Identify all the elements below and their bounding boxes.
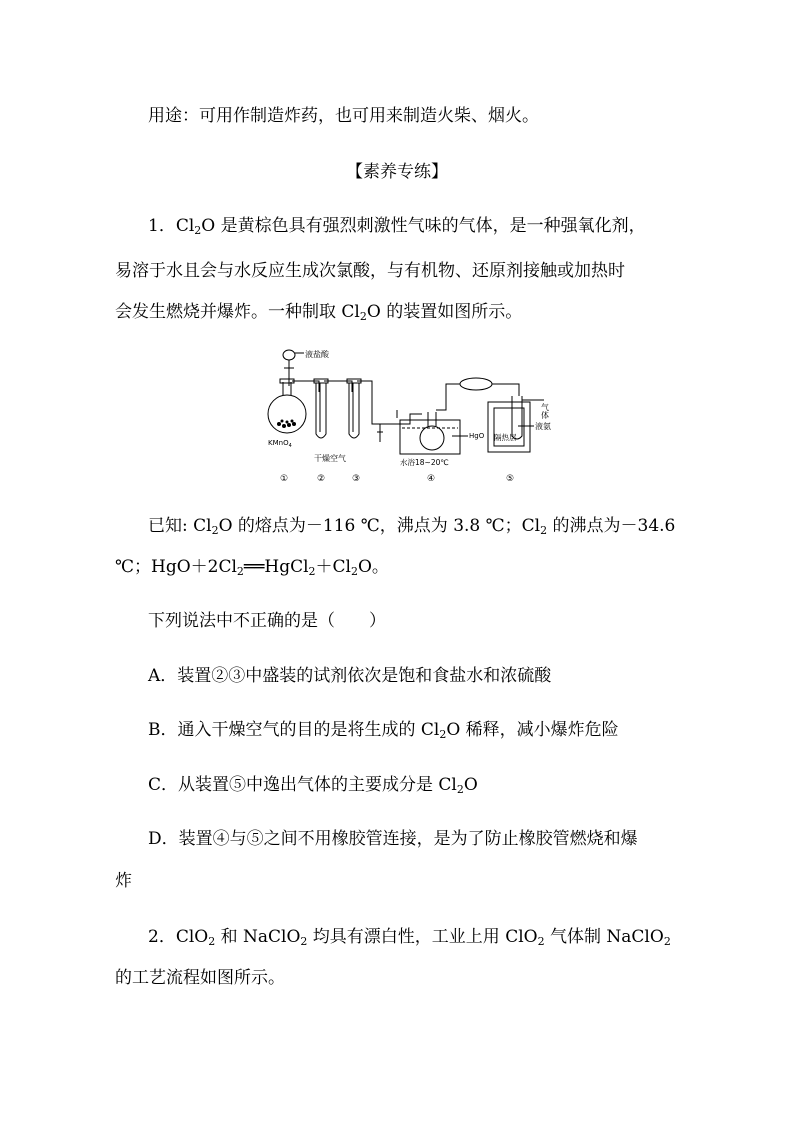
balloon-icon [460, 378, 492, 390]
q1-line-2: 易溶于水且会与水反应生成次氯酸，与有机物、还原剂接触或加热时 [115, 261, 625, 281]
q1-line-3: 会发生燃烧并爆炸。一种制取 $Cl_2O$ 的装置如图所示。 [115, 302, 523, 323]
label-gas: 气体 [540, 403, 550, 419]
label-num-3: ③ [352, 474, 361, 484]
q2-line-2: 的工艺流程如图所示。 [115, 968, 285, 988]
use-paragraph: 用途：可用作制造炸药，也可用来制造火柴、烟火。 [148, 106, 539, 126]
known-line-2: ℃；$HgO+2Cl_2══HgCl_2+Cl_2O$。 [115, 557, 389, 578]
tube-3-icon [349, 383, 359, 438]
label-num-2: ② [317, 474, 326, 484]
funnel-icon [283, 350, 295, 360]
section-heading: 【素养专练】 [346, 162, 448, 182]
known-line-1: 已知: $Cl_2O$ 的熔点为－116 ℃，沸点为 3.8 ℃；$Cl_2$ 的沸点为－34.6 [148, 516, 676, 537]
flask-1-icon [268, 395, 306, 433]
apparatus-diagram [262, 344, 562, 484]
option-c: C．从装置⑤中逸出气体的主要成分是 $Cl_2O$ [148, 775, 478, 796]
question-prompt: 下列说法中不正确的是（ ） [148, 611, 386, 631]
label-kmno4: KMnO$_4$ [268, 439, 292, 449]
option-b: B．通入干燥空气的目的是将生成的 $Cl_2O$ 稀释，减小爆炸危险 [148, 720, 619, 741]
label-hcl: 液盐酸 [305, 350, 329, 359]
label-insulation: 隔热层 [494, 433, 517, 442]
label-liquid-ammonia: 液氨 [535, 422, 551, 431]
tube-2-icon [316, 383, 326, 438]
label-num-5: ⑤ [506, 474, 515, 484]
label-dry-air: 干燥空气 [314, 454, 346, 463]
option-d-line-1: D．装置④与⑤之间不用橡胶管连接，是为了防止橡胶管燃烧和爆 [148, 829, 638, 849]
q1-line-1: 1．$Cl_2O$ 是黄棕色具有强烈刺激性气味的气体，是一种强氧化剂， [148, 216, 646, 237]
q2-line-1: 2．ClO$_2$ 和 NaClO$_2$ 均具有漂白性，工业上用 ClO$_2$ 气体制 NaClO$_2$ [148, 927, 671, 948]
label-num-1: ① [280, 474, 289, 484]
water-bath-icon [400, 420, 460, 454]
option-a: A．装置②③中盛装的试剂依次是饱和食盐水和浓硫酸 [148, 666, 552, 686]
label-hgo: HgO [469, 432, 485, 440]
label-water-bath: 水浴18~20℃ [400, 458, 449, 467]
flask-4-icon [420, 426, 444, 450]
option-d-line-2: 炸 [115, 871, 132, 891]
label-num-4: ④ [427, 474, 436, 484]
